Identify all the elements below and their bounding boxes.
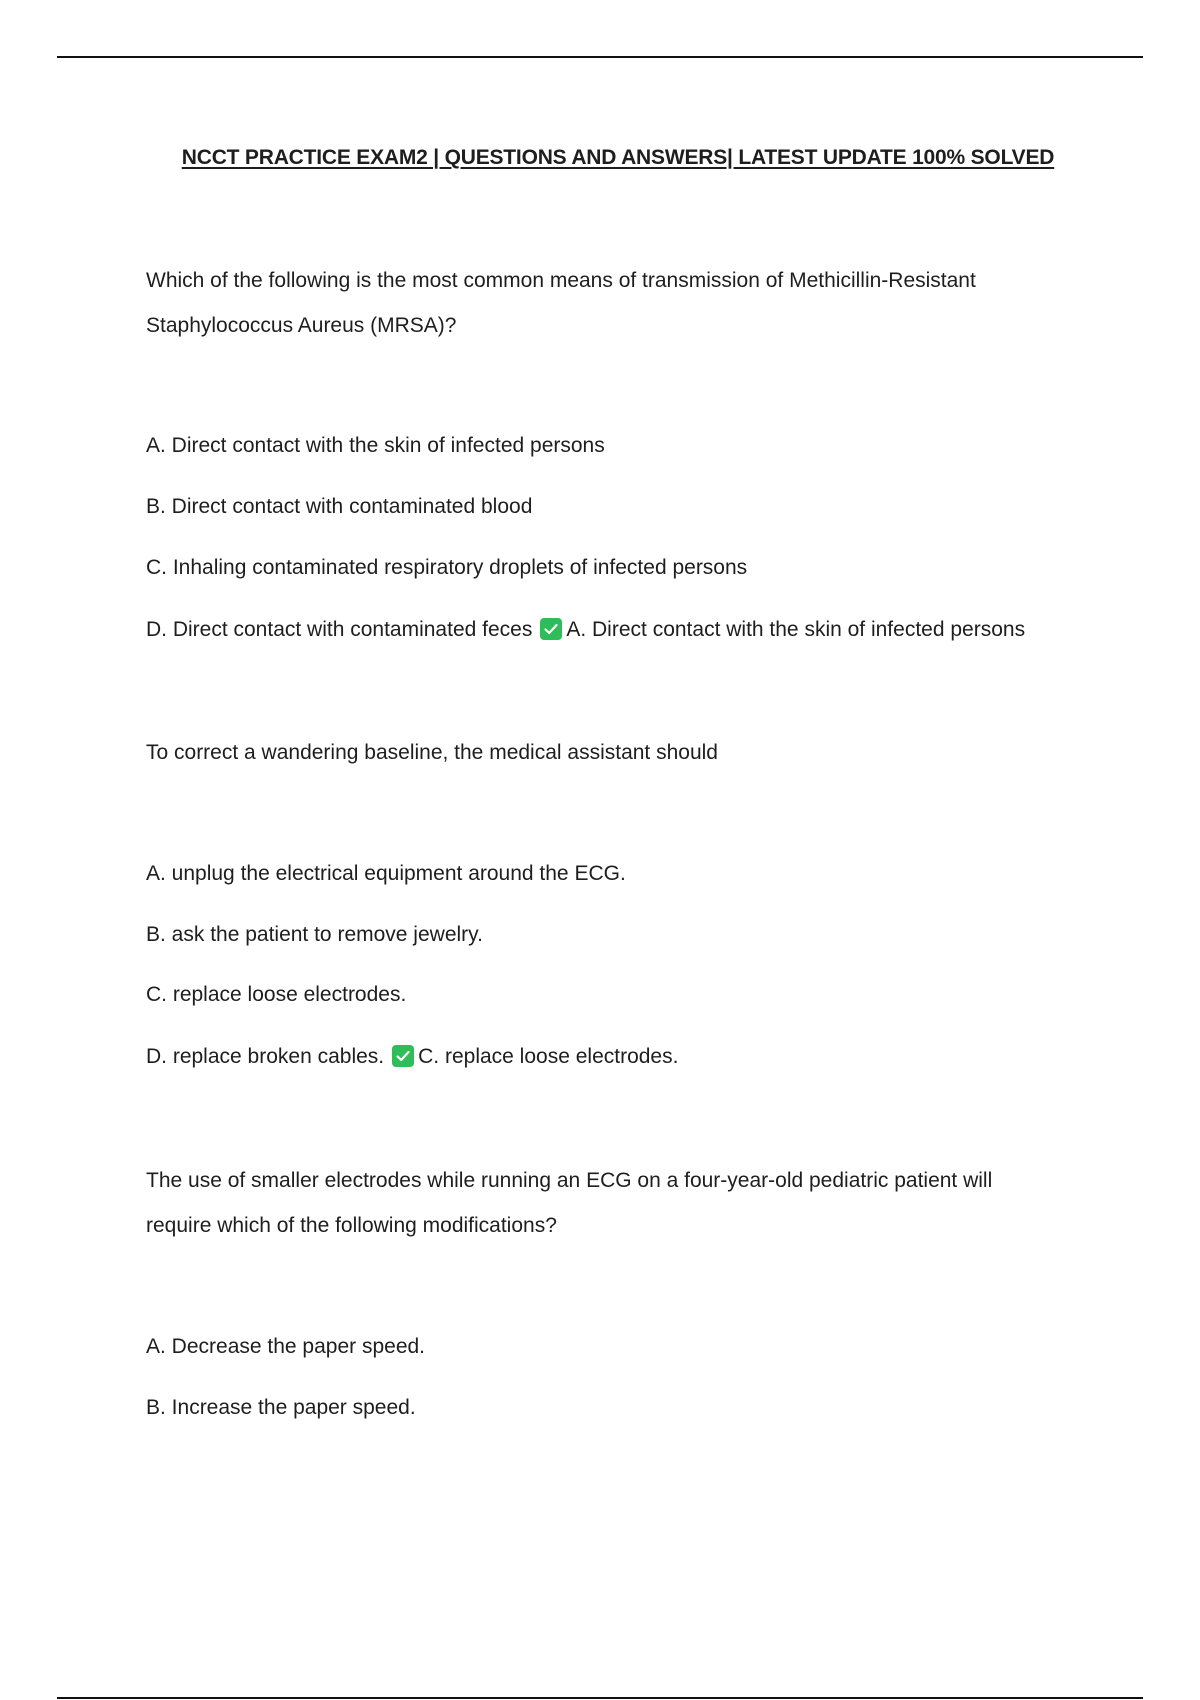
question-3-stem-line-2: require which of the following modifications? (146, 1214, 557, 1237)
question-1-stem-line-1: Which of the following is the most common means of transmission of Methicillin-Resistant (146, 269, 976, 292)
question-1-option-d: D. Direct contact with contaminated feces (146, 618, 533, 641)
question-2-option-d: D. replace broken cables. (146, 1045, 385, 1068)
header-rule (57, 56, 1143, 58)
footer-rule (57, 1697, 1143, 1699)
question-2-stem-line-1: To correct a wandering baseline, the medical assistant should (146, 741, 718, 764)
question-1-stem-line-2: Staphylococcus Aureus (MRSA)? (146, 314, 457, 337)
question-2-option-a: A. unplug the electrical equipment around the ECG. (146, 862, 626, 885)
question-1-option-c: C. Inhaling contaminated respiratory droplets of infected persons (146, 556, 748, 579)
document-title: NCCT PRACTICE EXAM2 | QUESTIONS AND ANSWERS| LATEST UPDATE 100% SOLVED (181, 146, 1055, 169)
question-2-option-d-row (146, 1043, 678, 1071)
check-mark-icon (540, 618, 562, 640)
question-2-option-c: C. replace loose electrodes. (146, 983, 407, 1006)
question-2-answer: C. replace loose electrodes. (418, 1045, 679, 1068)
question-1-option-a: A. Direct contact with the skin of infected persons (146, 434, 605, 457)
question-2-option-b: B. ask the patient to remove jewelry. (146, 923, 483, 946)
question-3-option-a: A. Decrease the paper speed. (146, 1335, 426, 1358)
check-mark-icon (392, 1045, 414, 1067)
question-3-option-b: B. Increase the paper speed. (146, 1396, 416, 1419)
question-1-option-b: B. Direct contact with contaminated blood (146, 495, 533, 518)
question-1-answer: A. Direct contact with the skin of infected persons (566, 618, 1026, 641)
question-3-stem-line-1: The use of smaller electrodes while running an ECG on a four-year-old pediatric patient will (146, 1169, 993, 1192)
question-1-option-d-row (146, 616, 1025, 644)
